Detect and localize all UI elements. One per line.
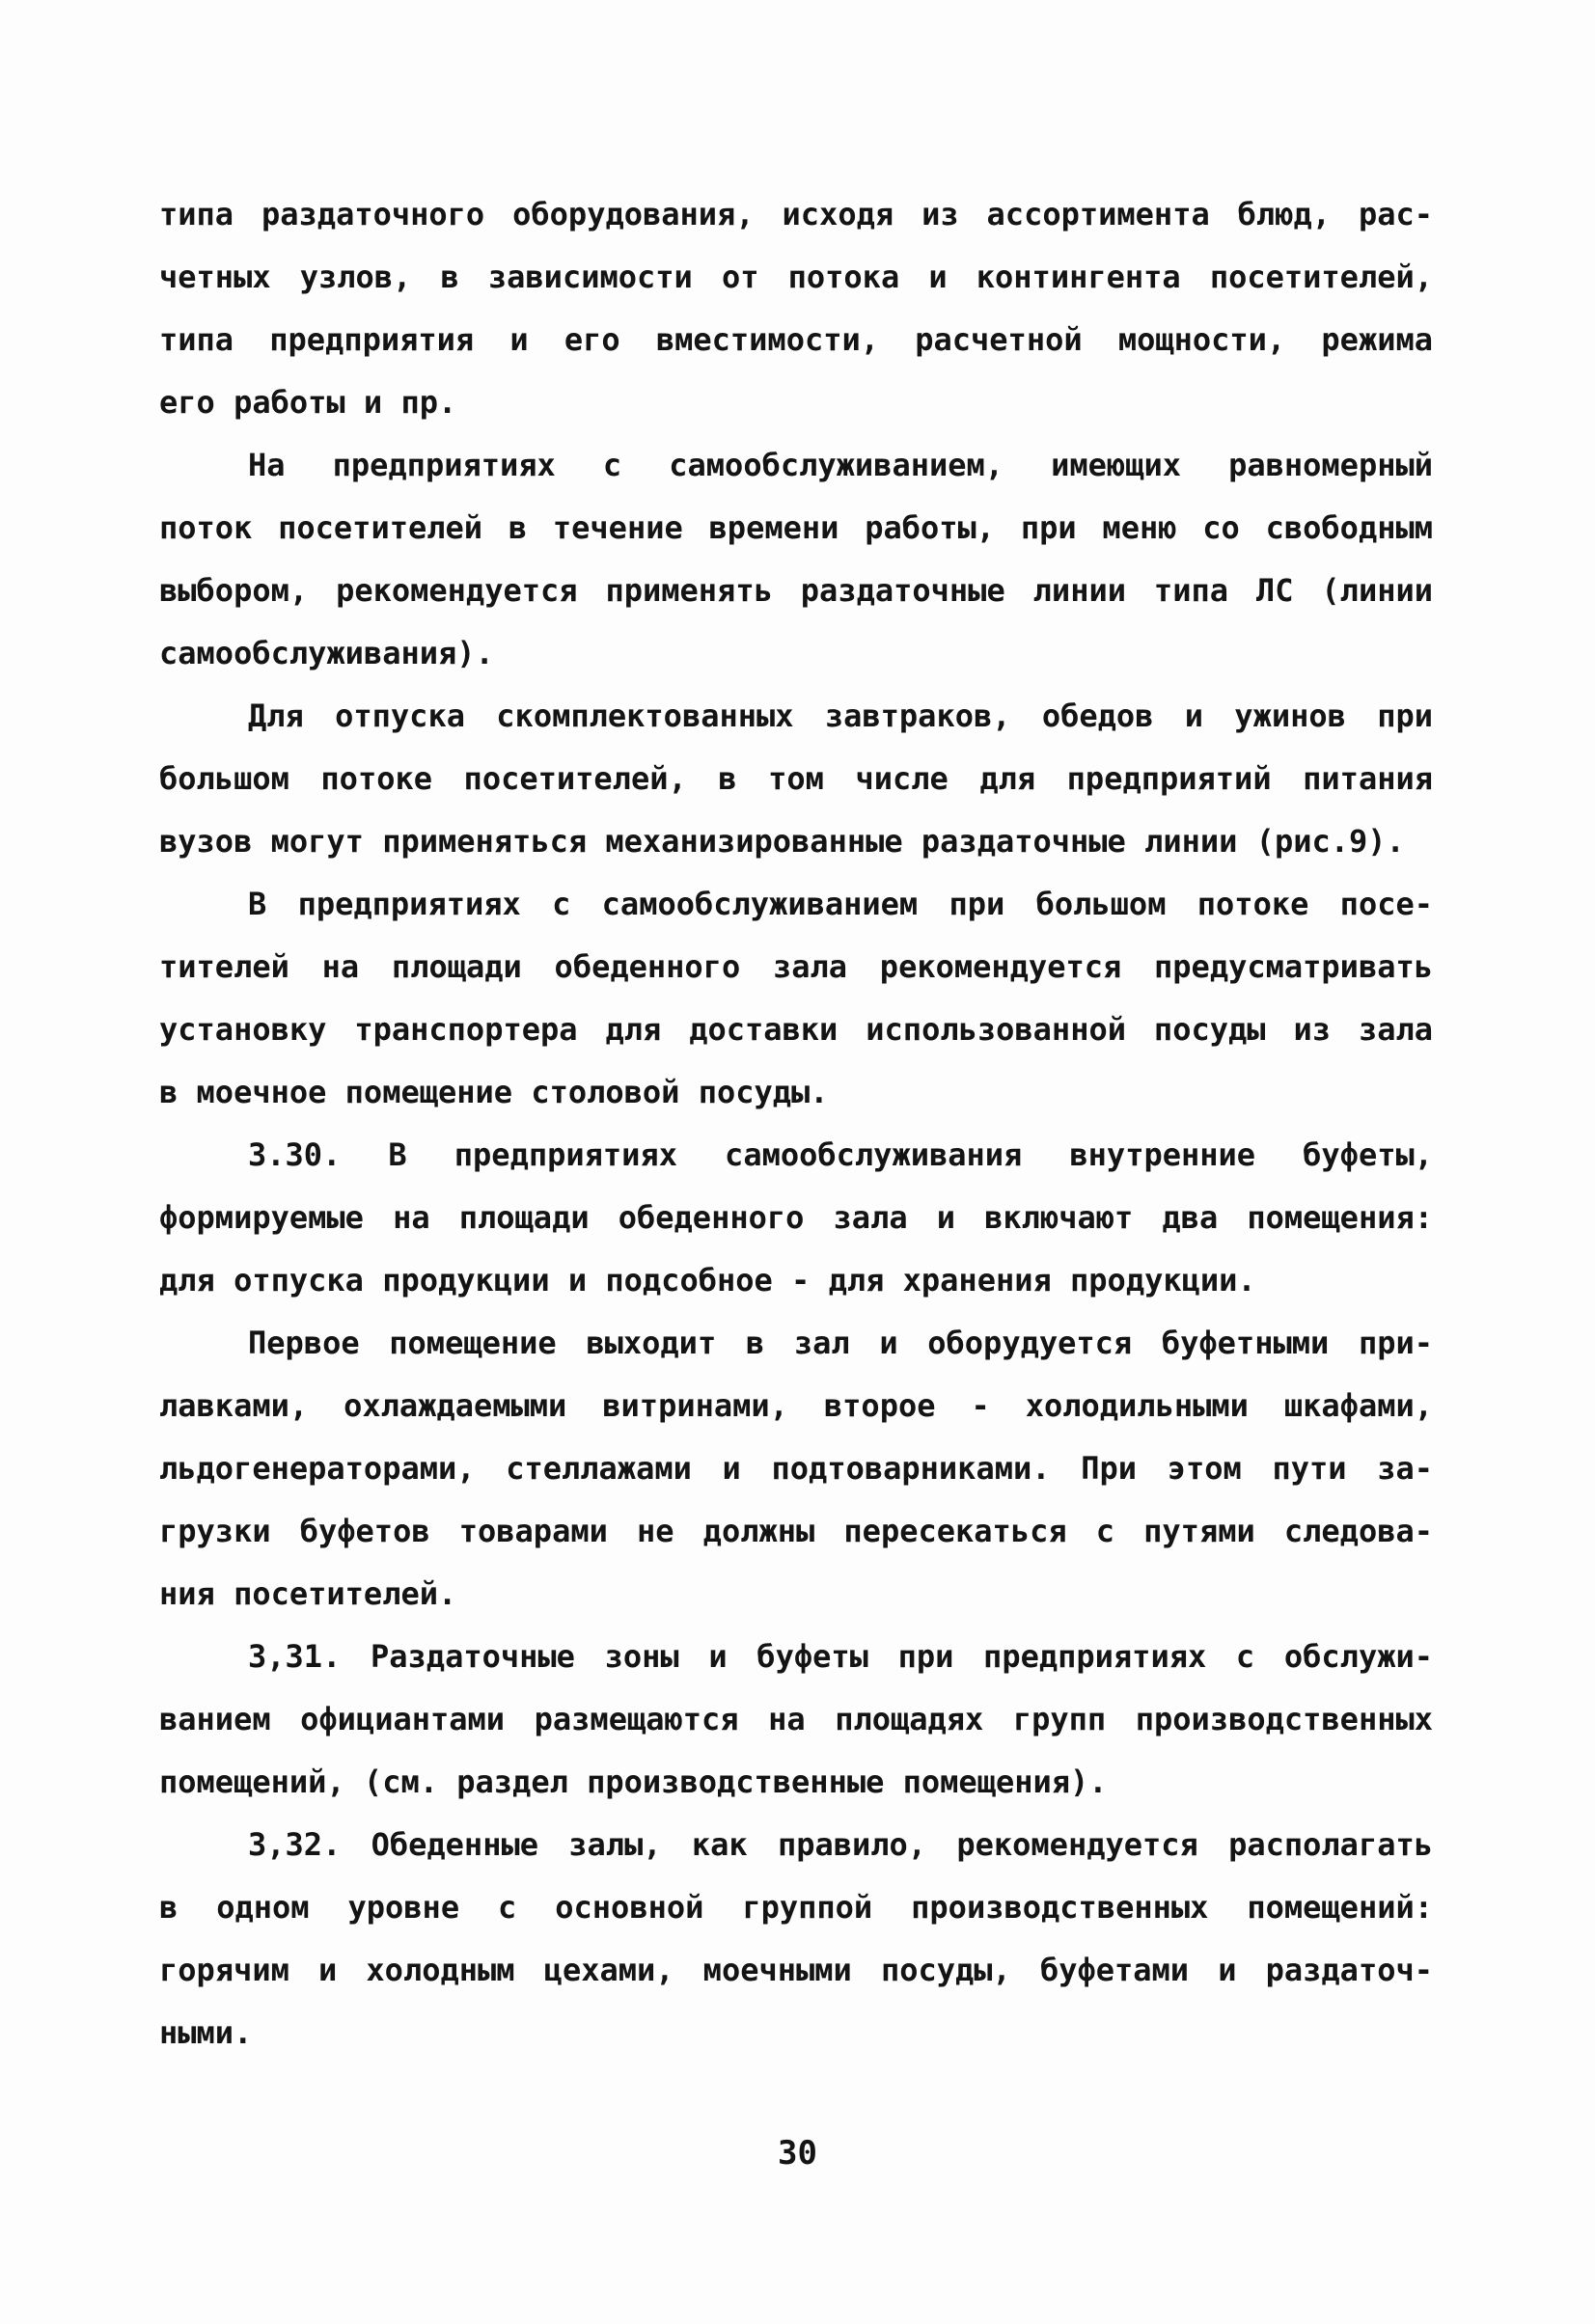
text-line: На предприятиях с самообслуживанием, имеющих равномерный — [248, 447, 1433, 483]
text-line: горячим и холодным цехами, моечными посуды, буфетами и раздаточ- — [159, 1952, 1433, 1988]
text-line: в моечное помещение столовой посуды. — [159, 1074, 829, 1110]
text-line: поток посетителей в течение времени работы, при меню со свободным — [159, 509, 1433, 546]
text-line: его работы и пр. — [159, 384, 457, 421]
text-line: Первое помещение выходит в зал и оборудуется буфетными при- — [248, 1325, 1433, 1361]
text-line: выбором, рекомендуется применять раздаточные линии типа ЛС (линии — [159, 572, 1433, 609]
text-line: в одном уровне с основной группой производственных помещений: — [159, 1889, 1433, 1926]
text-line: тителей на площади обеденного зала рекомендуется предусматривать — [159, 948, 1433, 985]
body-text — [159, 183, 1433, 2064]
paragraph — [159, 873, 1433, 1124]
paragraph — [159, 1312, 1433, 1626]
text-line: льдогенераторами, стеллажами и подтоварниками. При этом пути за- — [159, 1450, 1433, 1487]
text-line: ния посетителей. — [159, 1575, 457, 1612]
paragraph — [159, 685, 1433, 873]
text-line: самообслуживания). — [159, 635, 494, 671]
text-line: формируемые на площади обеденного зала и включают два помещения: — [159, 1199, 1433, 1236]
text-line: 3,32. Обеденные залы, как правило, рекомендуется располагать — [248, 1826, 1433, 1863]
text-line: помещений, (см. раздел производственные помещения). — [159, 1764, 1108, 1800]
paragraph — [159, 183, 1433, 434]
text-line: типа предприятия и его вместимости, расчетной мощности, режима — [159, 321, 1433, 358]
text-line: вузов могут применяться механизированные раздаточные линии (рис.9). — [159, 823, 1405, 860]
paragraph — [159, 1814, 1433, 2064]
paragraph — [159, 434, 1433, 685]
text-line: большом потоке посетителей, в том числе для предприятий питания — [159, 760, 1433, 797]
text-line: для отпуска продукции и подсобное - для хранения продукции. — [159, 1262, 1256, 1299]
text-line: В предприятиях с самообслуживанием при большом потоке посе- — [248, 886, 1433, 922]
text-line: установку транспортера для доставки использованной посуды из зала — [159, 1011, 1433, 1048]
text-line: 3,31. Раздаточные зоны и буфеты при предприятиях с обслужи- — [248, 1638, 1433, 1675]
text-line: четных узлов, в зависимости от потока и контингента посетителей, — [159, 259, 1433, 295]
page-number: 30 — [778, 2134, 817, 2173]
text-line: лавками, охлаждаемыми витринами, второе - холодильными шкафами, — [159, 1387, 1433, 1424]
text-line: 3.30. В предприятиях самообслуживания внутренние буфеты, — [248, 1136, 1433, 1173]
paragraph — [159, 1626, 1433, 1814]
text-line: Для отпуска скомплектованных завтраков, обедов и ужинов при — [248, 697, 1433, 734]
text-line: ными. — [159, 2014, 253, 2051]
paragraph — [159, 1124, 1433, 1312]
text-line: грузки буфетов товарами не должны пересекаться с путями следова- — [159, 1513, 1433, 1549]
text-line: типа раздаточного оборудования, исходя из ассортимента блюд, рас- — [159, 196, 1433, 232]
text-line: ванием официантами размещаются на площадях групп производственных — [159, 1701, 1433, 1737]
